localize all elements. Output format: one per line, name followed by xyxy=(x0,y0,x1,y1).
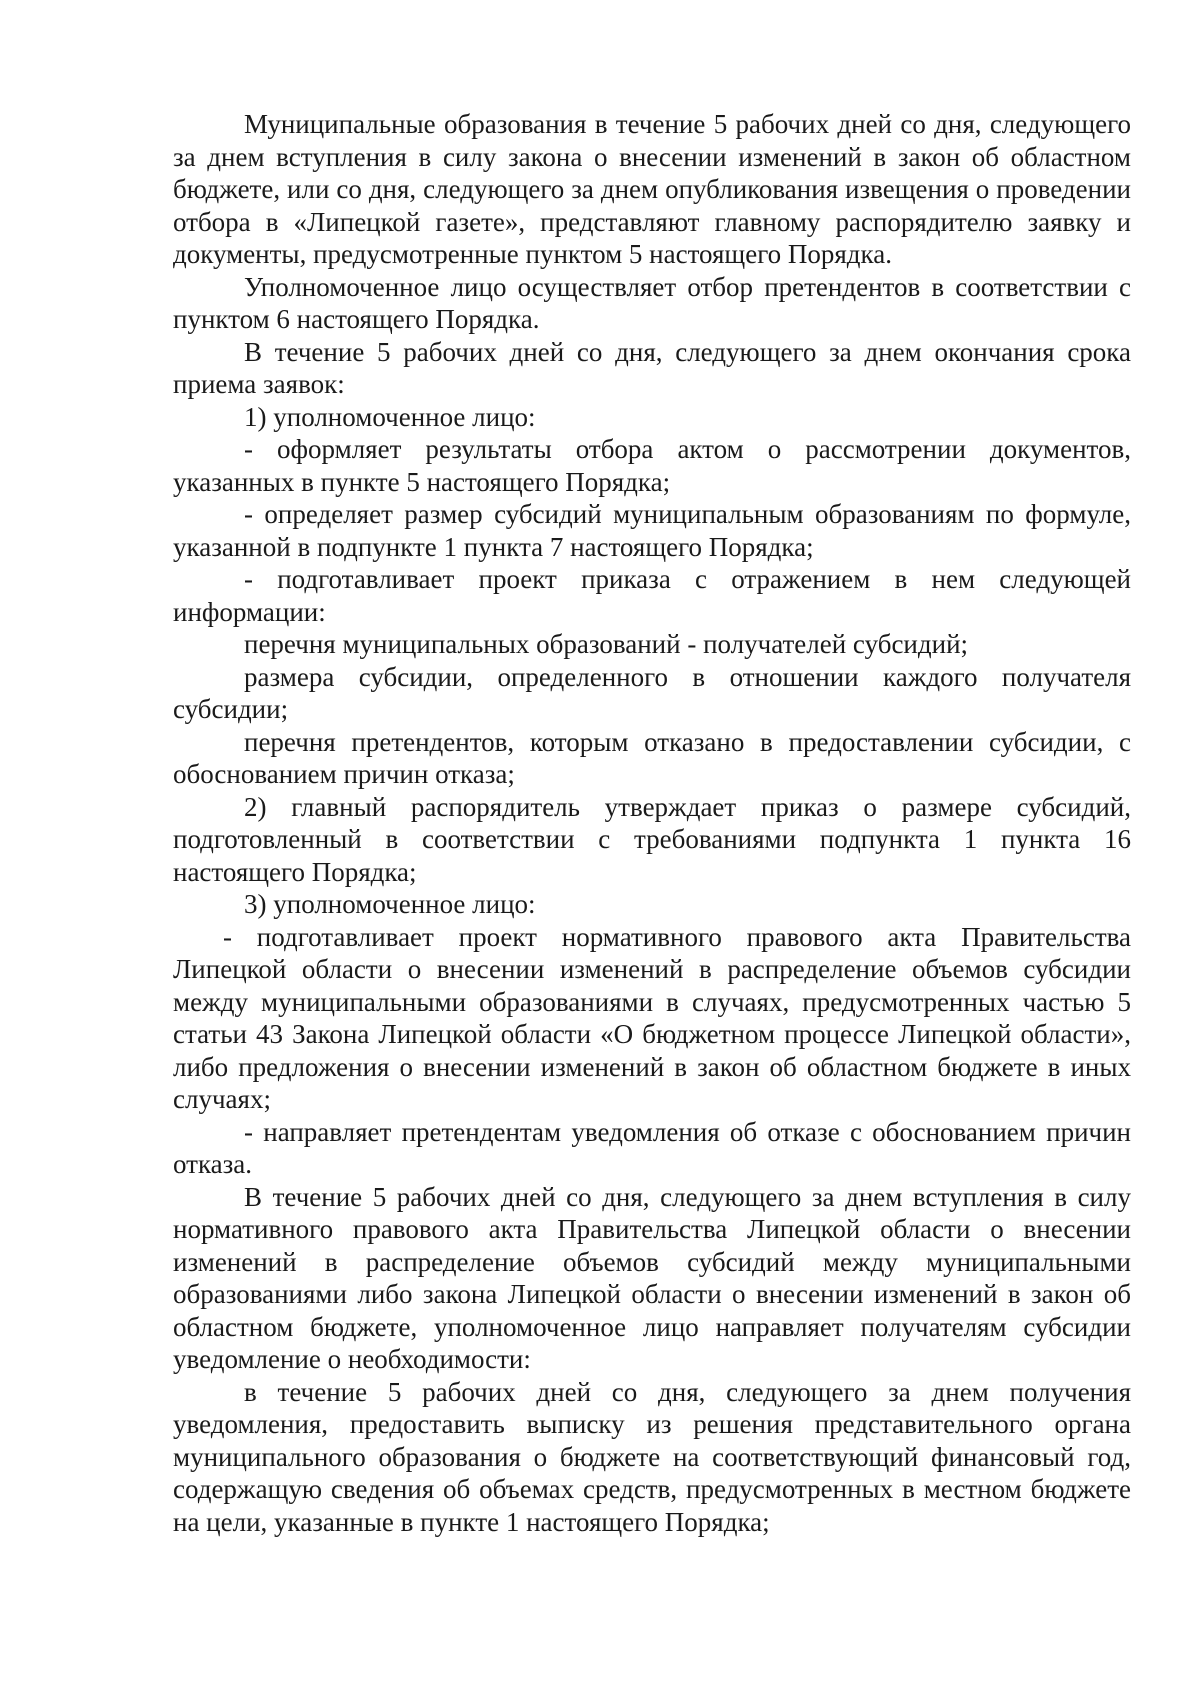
order-info-refusals: перечня претендентов, которым отказано в предоставлении субсидии, с обоснованием причин отказа; xyxy=(173,726,1131,789)
paragraph-selection: Уполномоченное лицо осуществляет отбор претендентов в соответствии с пунктом 6 настоящего Порядка. xyxy=(173,271,1131,334)
list-subitem-legal-act: - подготавливает проект нормативного правового акта Правительства Липецкой области о внесении изменений в распределение объемов субсидии между муниципальными образованиями в случаях, предусмотренных частью 5 статьи 43 Закона Липецкой области «О бюджетном процессе Липецкой области», либо предложения о внесении изменений в закон об областном бюджете в иных случаях; xyxy=(173,921,1131,1114)
order-info-recipients: перечня муниципальных образований - получателей субсидий; xyxy=(244,629,969,659)
list-subitem-amount: - определяет размер субсидий муниципальным образованиям по формуле, указанной в подпункте 1 пункта 7 настоящего Порядка; xyxy=(173,499,1131,562)
paragraph-notification: В течение 5 рабочих дней со дня, следующего за днем вступления в силу нормативного правового акта Правительства Липецкой области о внесении изменений в распределение объемов субсидий между муниципальными образованиями либо закона Липецкой области о внесении изменений в закон об областном бюджете, уполномоченное лицо направляет получателям субсидии уведомление о необходимости: xyxy=(173,1181,1131,1374)
paragraph-budget-extract: в течение 5 рабочих дней со дня, следующего за днем получения уведомления, предоставить выписку из решения представительного органа муниципального образования о бюджете на соответствующий финансовый год, содержащую сведения об объемах средств, предусмотренных в местном бюджете на цели, указанные в пункте 1 настоящего Порядка; xyxy=(173,1376,1131,1537)
list-item-2: 2) главный распорядитель утверждает приказ о размере субсидий, подготовленный в соответствии с требованиями подпункта 1 пункта 16 настоящего Порядка; xyxy=(173,791,1131,887)
list-item-1: 1) уполномоченное лицо: xyxy=(244,401,536,432)
paragraph-submission-deadline: Муниципальные образования в течение 5 рабочих дней со дня, следующего за днем вступления в силу закона о внесении изменений в закон об областном бюджете, или со дня, следующего за днем опубликования извещения о проведении отбора в «Липецкой газете», представляют главному распорядителю заявку и документы, предусмотренные пунктом 5 настоящего Порядка. xyxy=(173,109,1131,269)
list-item-3: 3) уполномоченное лицо: xyxy=(244,889,536,919)
list-subitem-refusal-notice: - направляет претендентам уведомления об отказе с обоснованием причин отказа. xyxy=(173,1116,1131,1179)
list-subitem-act: - оформляет результаты отбора актом о рассмотрении документов, указанных в пункте 5 настоящего Порядка; xyxy=(173,434,1131,497)
order-info-amounts: размера субсидии, определенного в отношении каждого получателя субсидии; xyxy=(173,661,1131,724)
document-page xyxy=(173,108,1131,1538)
paragraph-review-period: В течение 5 рабочих дней со дня, следующего за днем окончания срока приема заявок: xyxy=(173,336,1131,399)
list-subitem-order-draft: - подготавливает проект приказа с отражением в нем следующей информации: xyxy=(173,564,1131,627)
